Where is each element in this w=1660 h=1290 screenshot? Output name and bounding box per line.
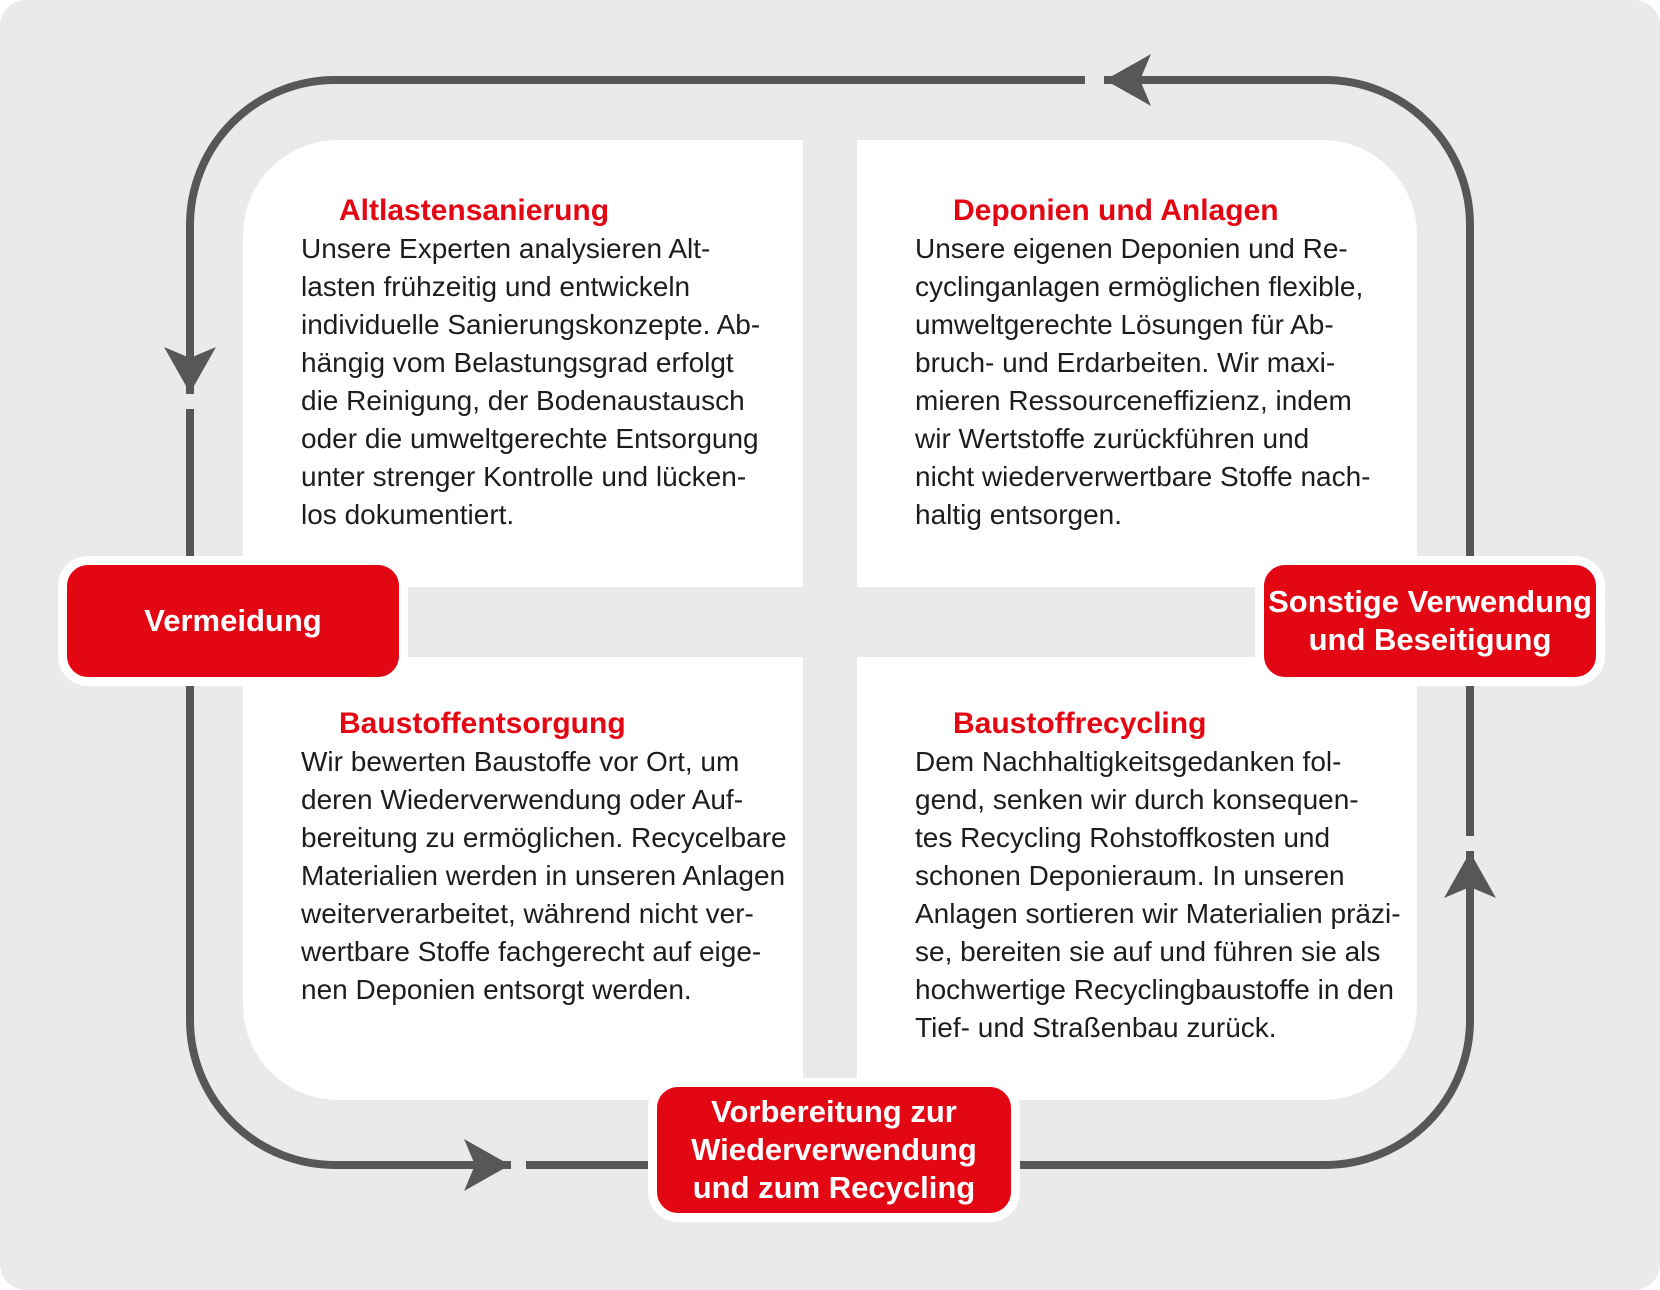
label-sonstige-verwendung-und-beseitigung xyxy=(1255,556,1605,686)
card-deponien-und-anlagen xyxy=(857,140,1417,587)
loop-gap-bottom xyxy=(511,1155,526,1175)
card-altlastensanierung xyxy=(243,140,803,587)
card-body-baustoffrecycling: Dem Nachhaltigkeitsgedanken fol- gend, senken wir durch konsequen- tes Recycling Rohstoffkosten und schonen Deponieraum. In unseren Anlagen sortieren wir Materialien präzi- se, bereiten sie auf und führen sie als hochwertige Recyclingbaustoffe in den Tief- und Straßenbau zurück. xyxy=(915,746,1401,1043)
card-title-altlastensanierung: Altlastensanierung xyxy=(339,194,610,227)
loop-gap-top xyxy=(1085,70,1104,90)
label-vermeidung-text: Vermeidung xyxy=(144,603,322,638)
card-title-deponien-und-anlagen: Deponien und Anlagen xyxy=(953,194,1279,227)
card-title-baustoffentsorgung: Baustoffentsorgung xyxy=(339,707,626,740)
card-body-altlastensanierung: Unsere Experten analysieren Alt- lasten frühzeitig und entwickeln individuelle Sanierungskonzepte. Ab- hängig vom Belastungsgrad erfolgt die Reinigung, der Bodenaustausch oder die umweltgerechte Entsorgung unter strenger Kontrolle und lücken- los dokumentiert. xyxy=(301,233,761,530)
label-vermeidung xyxy=(58,556,408,686)
loop-gap-left xyxy=(180,394,200,409)
card-baustoffentsorgung xyxy=(243,657,803,1100)
card-baustoffrecycling xyxy=(857,657,1417,1100)
loop-gap-right xyxy=(1460,836,1480,851)
card-title-baustoffrecycling: Baustoffrecycling xyxy=(953,707,1207,740)
label-vorbereitung-text: Vorbereitung zur Wiederverwendung und zum Recycling xyxy=(691,1094,977,1205)
card-body-deponien-und-anlagen: Unsere eigenen Deponien und Re- cyclinganlagen ermöglichen flexible, umweltgerechte Lösungen für Ab- bruch- und Erdarbeiten. Wir maxi- mieren Ressourceneffizienz, indem wir Wertstoffe zurückführen und nicht wiederverwertbare Stoffe nach- haltig entsorgen. xyxy=(915,233,1371,530)
label-vorbereitung-zur-wiederverwendung xyxy=(648,1078,1020,1222)
label-sonstige-verwendung-text: Sonstige Verwendung und Beseitigung xyxy=(1268,584,1592,657)
card-body-baustoffentsorgung: Wir bewerten Baustoffe vor Ort, um deren Wiederverwendung oder Auf- bereitung zu ermöglichen. Recycelbare Materialien werden in unseren Anlagen weiterverarbeitet, während nicht ver- wertbare Stoffe fachgerecht auf eige- nen Deponien entsorgt werden. xyxy=(301,746,787,1005)
